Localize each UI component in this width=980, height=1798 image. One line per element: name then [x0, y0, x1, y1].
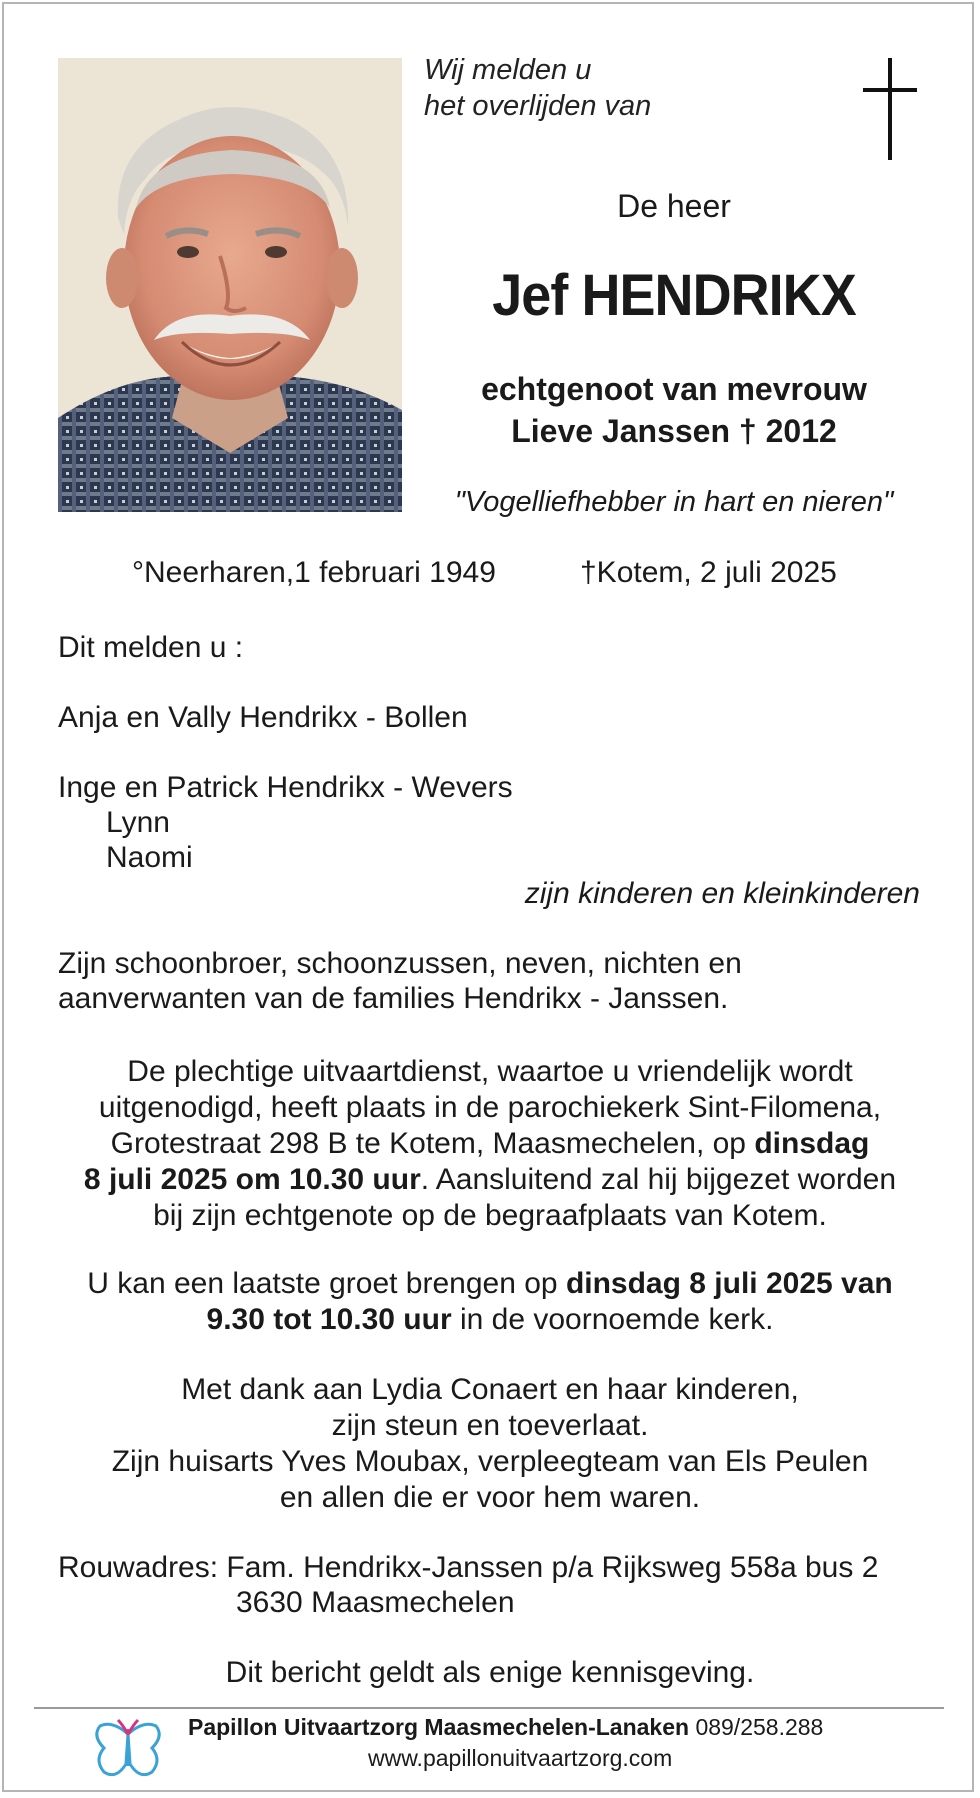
relatives-line-2: aanverwanten van de families Hendrikx - Janssen. [58, 982, 729, 1015]
death-date: †Kotem, 2 juli 2025 [580, 556, 837, 589]
butterfly-logo-icon [92, 1716, 164, 1782]
thanks-line-4: en allen die er voor hem waren. [279, 1481, 701, 1514]
greeting-line-1 [30, 1266, 950, 1302]
spouse-line-1: echtgenoot van mevrouw [481, 371, 867, 407]
service-line-4-text: . Aansluitend zal hij bijgezet worden [420, 1163, 897, 1196]
service-line-3-text: Grotestraat 298 B te Kotem, Maasmechelen, op [110, 1127, 755, 1160]
thanks-line-3: Zijn huisarts Yves Moubax, verpleegteam van Els Peulen [111, 1445, 869, 1478]
family-heading: Dit melden u : [58, 631, 244, 664]
footer-company: Papillon Uitvaartzorg Maasmechelen-Lanaken [188, 1714, 690, 1740]
relatives-line-1: Zijn schoonbroer, schoonzussen, neven, nichten en [58, 947, 742, 980]
footer-company-line [188, 1714, 823, 1741]
service-paragraph [30, 1054, 950, 1234]
family-line-2: Inge en Patrick Hendrikx - Wevers [58, 771, 513, 804]
address-line-2: 3630 Maasmechelen [236, 1586, 515, 1619]
thanks-line-1: Met dank aan Lydia Conaert en haar kinderen, [181, 1373, 799, 1406]
deceased-title: De heer [617, 188, 731, 224]
spouse-info [420, 368, 928, 452]
greeting-line-2-text: in de voornoemde kerk. [451, 1303, 774, 1336]
intro-line-1: Wij melden u [424, 54, 592, 86]
notice: Dit bericht geldt als enige kennisgeving. [225, 1656, 755, 1689]
greeting-time: 9.30 tot 10.30 uur [206, 1303, 452, 1336]
footer-website: www.papillonuitvaartzorg.com [368, 1745, 673, 1771]
thanks-line-2: zijn steun en toeverlaat. [331, 1409, 649, 1442]
deceased-name: Jef HENDRIKX [492, 263, 856, 328]
grandchild-1: Lynn [106, 806, 170, 839]
birth-date: °Neerharen,1 februari 1949 [132, 556, 496, 589]
service-line-3 [30, 1126, 950, 1162]
greeting-line-1-text: U kan een laatste groet brengen op [87, 1267, 566, 1300]
portrait-photo [58, 58, 402, 512]
greeting-paragraph [30, 1266, 950, 1338]
family-relation: zijn kinderen en kleinkinderen [524, 877, 920, 910]
service-datetime: 8 juli 2025 om 10.30 uur [83, 1163, 421, 1196]
intro-line-2: het overlijden van [424, 90, 652, 122]
footer-phone: 089/258.288 [695, 1714, 824, 1740]
footer-divider [34, 1707, 944, 1709]
service-day: dinsdag [754, 1127, 870, 1160]
service-line-1: De plechtige uitvaartdienst, waartoe u vriendelijk wordt [127, 1055, 853, 1088]
motto: "Vogelliefhebber in hart en nieren" [454, 486, 894, 518]
greeting-date: dinsdag 8 juli 2025 van [565, 1267, 893, 1300]
greeting-line-2 [30, 1302, 950, 1338]
intro-text [424, 52, 651, 124]
address-line-1: Rouwadres: Fam. Hendrikx-Janssen p/a Rijksweg 558a bus 2 [58, 1551, 879, 1584]
service-line-5: bij zijn echtgenote op de begraafplaats van Kotem. [153, 1199, 827, 1232]
spouse-line-2: Lieve Janssen † 2012 [511, 413, 837, 449]
thanks-paragraph [30, 1372, 950, 1516]
grandchild-2: Naomi [106, 841, 193, 874]
cross-icon [855, 58, 925, 160]
service-line-2: uitgenodigd, heeft plaats in de parochiekerk Sint-Filomena, [98, 1091, 882, 1124]
service-line-4 [30, 1162, 950, 1198]
family-line-1: Anja en Vally Hendrikx - Bollen [58, 701, 468, 734]
